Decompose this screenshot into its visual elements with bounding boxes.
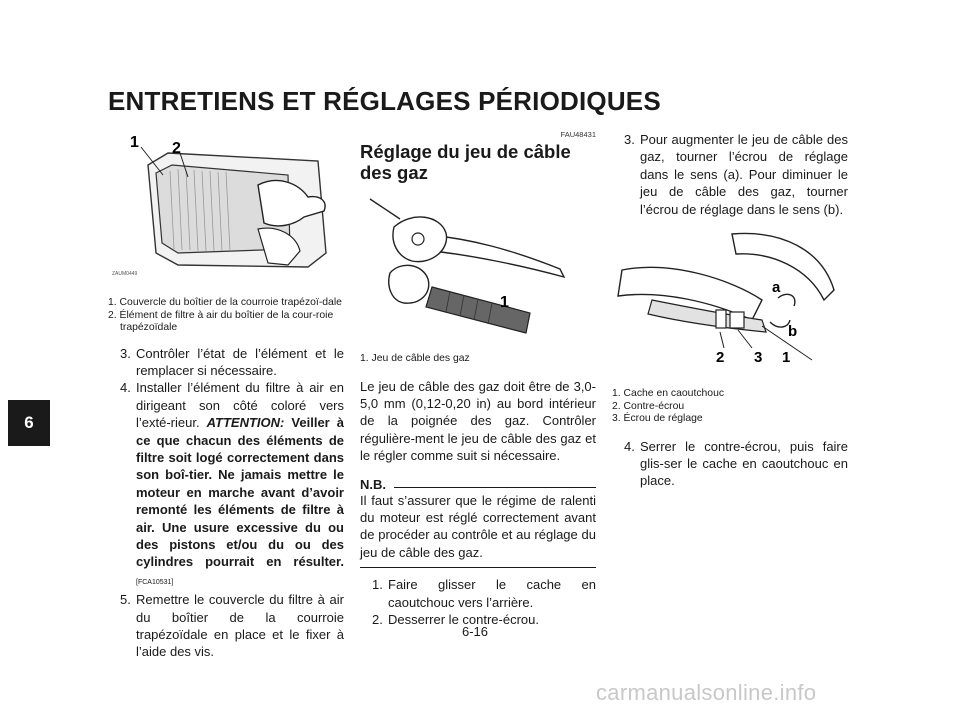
adjuster-figure [612,230,848,378]
step-text: Contrôler l’état de l’élément et le remplacer si nécessaire. [136,345,344,378]
page-title: ENTRETIENS ET RÉGLAGES PÉRIODIQUES [108,86,661,116]
callout-b: b [788,323,798,341]
caption-item: 1. Jeu de câble des gaz [360,353,470,364]
nb-heading [360,477,596,492]
section-code: FAU48431 [560,130,596,139]
column-2 [360,130,596,628]
air-filter-figure [108,125,344,277]
column-1 [108,125,344,661]
callout-3: 3 [754,349,763,367]
adjuster-illustration [612,230,848,378]
step-text: Installer l’élément du filtre à air en dirigeant son côté coloré vers l’exté-rieur. [136,380,344,431]
reference-code: [FCA10531] [136,578,174,586]
step-number: 5. [120,592,131,608]
callout-1: 1 [500,294,509,311]
nb-rule [394,486,596,488]
step-number: 2. [372,611,383,627]
caption-item: 3. Écrou de réglage [612,413,703,425]
callout-2: 2 [172,140,181,157]
step-item [108,591,344,661]
step-text: Faire glisser le cache en caoutchouc vers l’arrière. [388,577,596,610]
step-item [612,131,848,218]
step-text: Remettre le couvercle du filtre à air du boîtier de la courroie trapézoïdale en place et le fixer à l’aide des vis. [136,592,344,660]
step-item [612,438,848,490]
step-number: 1. [372,577,383,593]
watermark: carmanualsonline.info [596,680,817,705]
step-number: 3. [120,345,131,361]
figure-captions [108,297,344,335]
figure-captions [360,353,596,366]
brake-lever [430,235,564,277]
step-number: 3. [624,132,635,147]
page-number: 6-16 [462,624,489,639]
pivot-bolt [412,233,424,245]
figure-code: ZAUM0449 [112,271,138,277]
callout-line-2 [720,332,724,348]
adjuster-nut [730,312,744,328]
step-text: Desserrer le contre-écrou. [388,611,539,627]
step-number: 4. [120,380,131,396]
step-item [108,379,344,591]
switch-block [389,265,429,303]
lever-bracket [732,234,834,301]
caption-item: 2. Contre-écrou [612,400,685,412]
step-item [108,345,344,380]
lock-nut [716,310,726,328]
callout-a: a [772,279,781,297]
step-text: Serrer le contre-écrou, puis faire glis-ser le cache en caoutchouc en place. [640,438,848,489]
caption-item: 1. Couvercle du boîtier de la courroie trapézoï-dale [108,297,342,308]
direction-arrow-a [778,294,795,306]
chapter-tab: 6 [8,400,50,446]
callout-1: 1 [130,134,139,151]
warning-label: ATTENTION: [206,415,285,431]
handlebar-bar [370,199,400,219]
caption-item: 1. Cache en caoutchouc [612,388,725,400]
warning-text: Veiller à ce que chacun des éléments de filtre soit logé correctement dans son boî-tier. Ne jamais mettre le moteur en marche avant d’avoir remonté les éléments de filtre à air. Une usure excessive du ou des pistons et/ou du ou des cylindres pourrait en résulter. [136,415,344,570]
air-filter-illustration [108,125,344,277]
caption-item: 2. Élément de filtre à air du boîtier de la cour-roie trapézoïdale [108,309,334,333]
nb-end-rule [360,567,596,568]
column-3 [612,131,848,490]
throttle-grip [426,287,530,333]
callout-1: 1 [782,349,791,367]
step-number: 4. [624,438,635,454]
throttle-figure [360,189,596,339]
body-paragraph: Le jeu de câble des gaz doit être de 3,0-5,0 mm (0,12-0,20 in) au bord intérieur de la poignée des gaz. Contrôler régulière-ment le jeu de câble des gaz et le régler comme suit si nécessaire. [360,378,596,464]
throttle-illustration [360,189,596,339]
step-text: Pour augmenter le jeu de câble des gaz, tourner l’écrou de réglage dans le sens (a). Pour diminuer le jeu de câble des gaz, tourner l’écrou de réglage dans le sens (b). [640,132,848,217]
callout-2: 2 [716,349,725,367]
figure-captions [612,388,848,426]
section-title: Réglage du jeu de câble des gaz [360,141,571,183]
steps-list [108,345,344,661]
callout-line-3 [738,330,752,348]
nb-text: Il faut s’assurer que le régime de ralenti du moteur est réglé correctement avant de procéder au contrôle et au réglage du jeu de câble des gaz. [360,492,596,560]
direction-arrow-b [770,320,790,327]
step-item [360,576,596,611]
nb-label: N.B. [360,476,386,492]
